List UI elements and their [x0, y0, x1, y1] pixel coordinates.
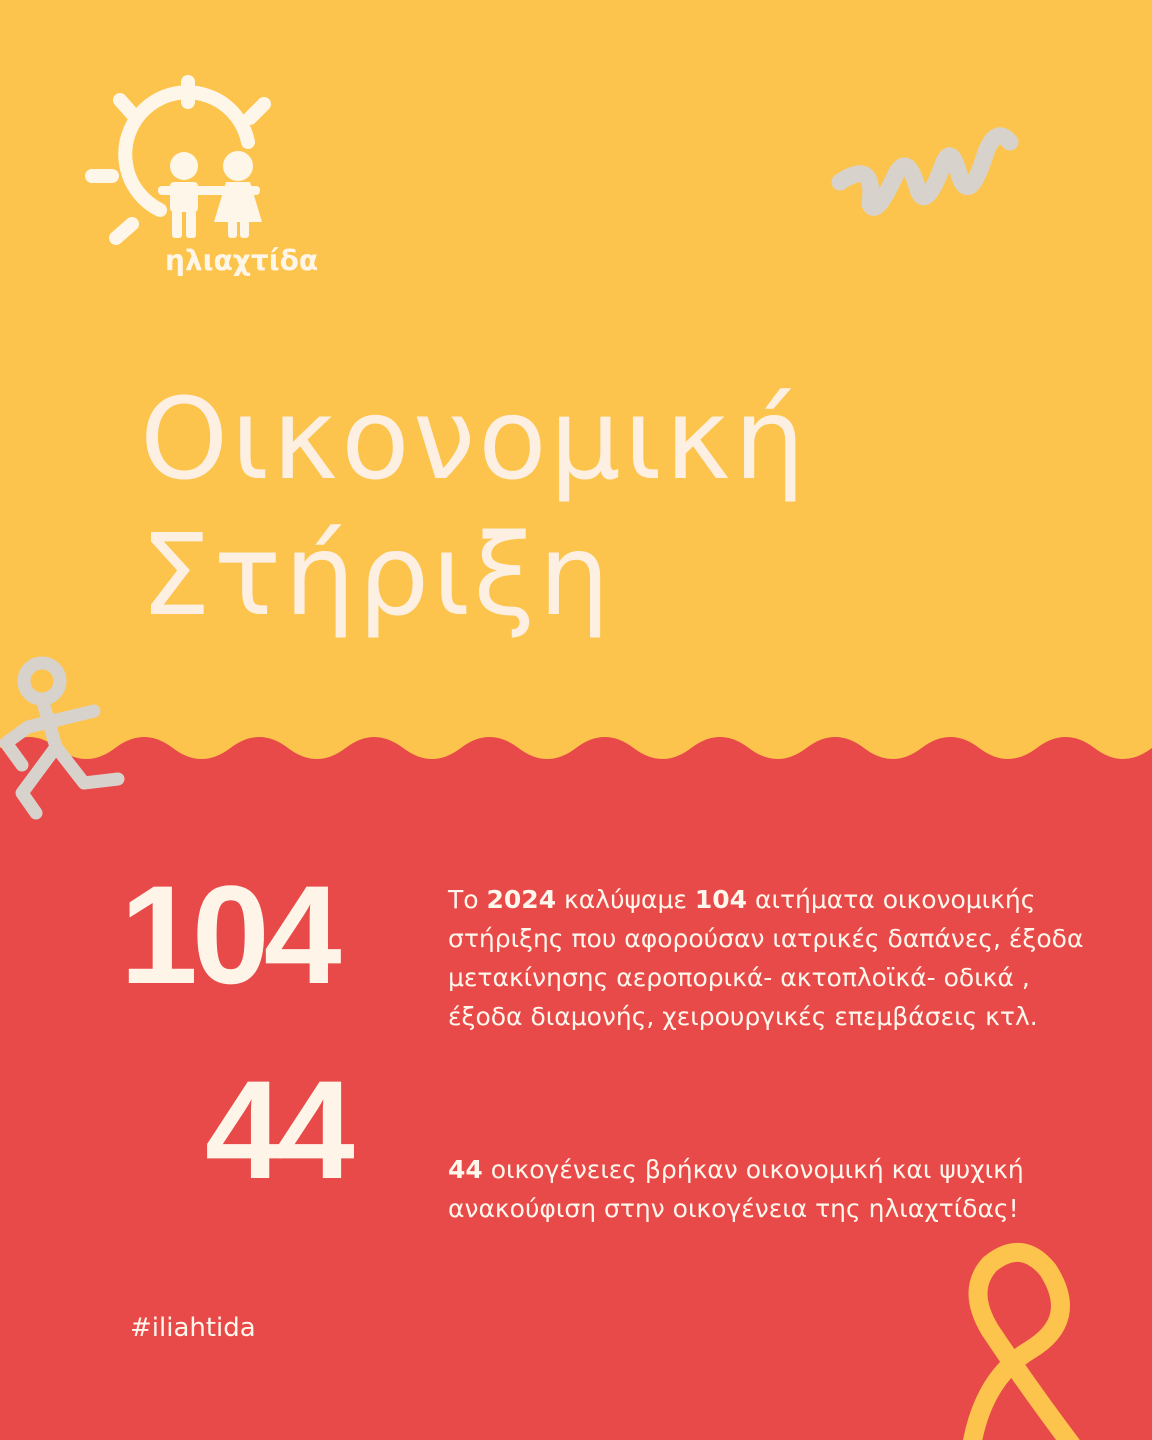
title-line-1: Οικονομική	[140, 375, 808, 505]
stick-figure-doodle	[0, 655, 140, 830]
zigzag-doodle	[826, 108, 1036, 238]
page-title	[140, 372, 808, 644]
ribbon-doodle	[930, 1230, 1130, 1440]
families-description	[448, 1150, 1088, 1228]
p1-mid: καλύψαμε	[556, 885, 695, 914]
hashtag: #iliahtida	[130, 1313, 256, 1343]
p2-count: 44	[448, 1155, 483, 1184]
p2-rest: οικογένειες βρήκαν οικονομική και ψυχική ανακούφιση στην οικογένεια της ηλιαχτίδας!	[448, 1155, 1024, 1223]
requests-description	[448, 880, 1088, 1036]
p1-year: 2024	[486, 885, 557, 914]
logo-wordmark: ηλιαχτίδα	[165, 244, 319, 277]
p1-intro: Το	[448, 885, 487, 914]
p1-count: 104	[694, 885, 748, 914]
title-line-2: Στήριξη	[140, 511, 613, 641]
stat-requests-number: 104	[120, 856, 336, 1013]
p1-rest: αιτήματα οικονομικής στήριξης που αφορούσαν ιατρικές δαπάνες, έξοδα μετακίνησης αεροπορικά- ακτοπλοϊκά- οδικά , έξοδα διαμονής, χειρουργικές επεμβάσεις κτλ.	[448, 885, 1084, 1031]
stat-families-number: 44	[205, 1051, 349, 1208]
